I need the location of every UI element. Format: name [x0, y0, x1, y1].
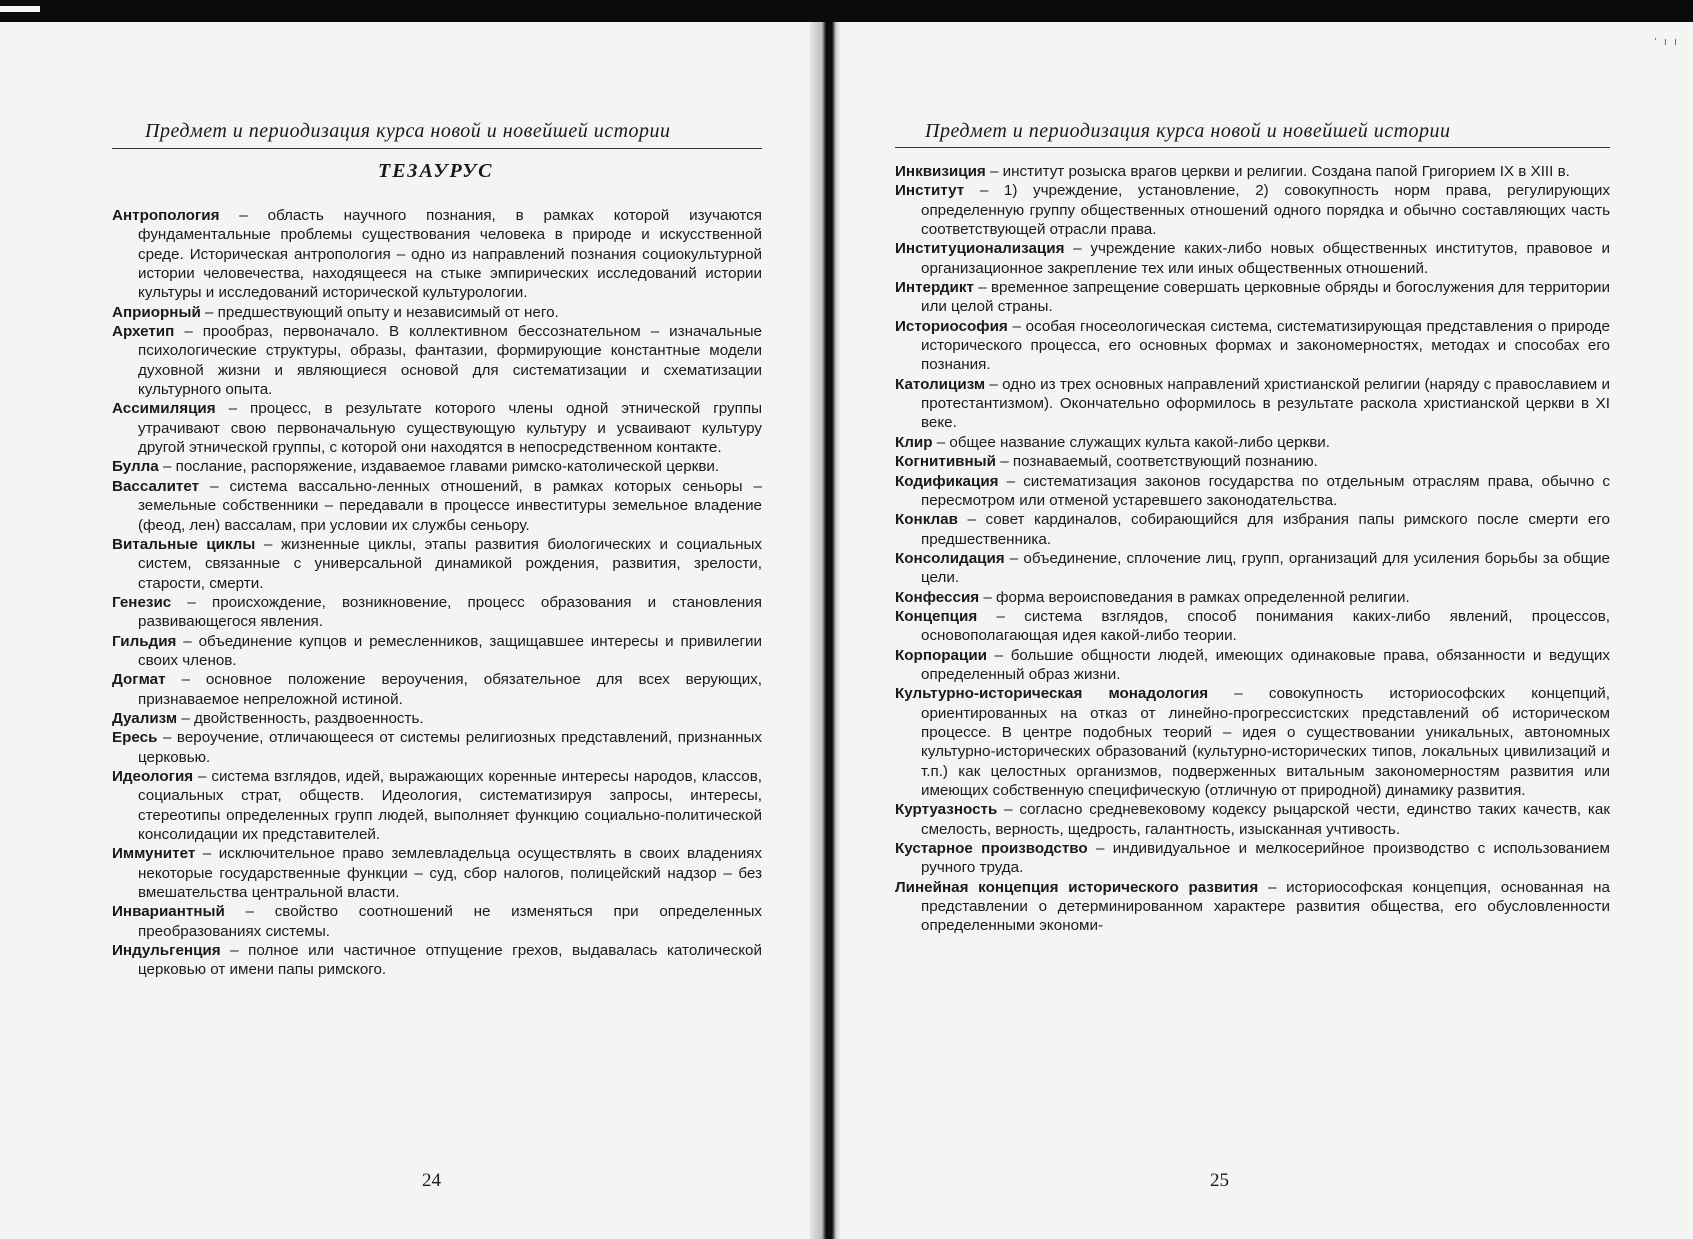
entry-definition: – индивидуальное и мелкосерийное производство с использованием ручного труда.: [921, 840, 1610, 877]
glossary-entry: [112, 206, 762, 303]
entry-term: Гильдия: [112, 632, 177, 650]
entry-definition: – полное или частичное отпущение грехов, выдавалась католической церковью от имени папы римского.: [138, 942, 762, 979]
header-rule: [895, 147, 1610, 148]
entry-definition: – одно из трех основных направлений христианской религии (наряду с православием и протестантизмом). Окончательно оформилось в результате раскола христианской церкви в XI веке.: [921, 375, 1610, 432]
entry-definition: – познаваемый, соответствующий познанию.: [995, 453, 1318, 471]
glossary-entry: [112, 535, 762, 593]
entry-term: Иммунитет: [112, 845, 196, 863]
entry-definition: – систематизация законов государства по отдельным отраслям права, обычно с пересмотром или отменой устаревшего законодательства.: [921, 472, 1610, 509]
entry-term: Инвариантный: [112, 903, 225, 921]
entry-term: Вассалитет: [112, 477, 200, 495]
entry-definition: – форма вероисповедания в рамках определенной религии.: [979, 588, 1410, 606]
entry-definition: – институт розыска врагов церкви и религии. Создана папой Григорием IX в XIII в.: [985, 163, 1570, 180]
section-title: ТЕЗАУРУС: [378, 160, 494, 182]
entry-term: Догмат: [112, 671, 166, 689]
glossary-entry: [112, 709, 762, 728]
entry-term: Кустарное производство: [895, 840, 1088, 858]
right-page: [840, 0, 1693, 1239]
entry-definition: – большие общности людей, имеющих одинаковые права, обязанности и ведущих определенный образ жизни.: [921, 646, 1610, 683]
book-gutter: [810, 22, 840, 1239]
entry-definition: – вероучение, отличающееся от системы религиозных представлений, признанных церковью.: [138, 729, 762, 766]
entry-term: Архетип: [112, 323, 175, 341]
scan-corner-mark: ‘ ı ı: [1654, 36, 1679, 48]
entry-term: Когнитивный: [895, 453, 996, 471]
glossary-entry: [895, 839, 1610, 878]
entry-definition: – совет кардиналов, собирающийся для избрания папы римского после смерти его предшественника.: [921, 511, 1610, 548]
entry-term: Линейная концепция исторического развития: [895, 878, 1259, 896]
glossary-entry: [895, 375, 1610, 433]
glossary-entry: [112, 941, 762, 980]
entry-term: Институт: [895, 182, 965, 200]
glossary-entry: [112, 477, 762, 535]
page-number: 25: [1210, 1170, 1229, 1191]
entry-definition: – прообраз, первоначало. В коллективном бессознательном – изначальные психологические структуры, образы, фантазии, формирующие константные модели духовной жизни и являющиеся основой для систематизации и схематизации культурного опыта.: [138, 323, 762, 399]
glossary-entry: [895, 510, 1610, 549]
entry-definition: – основное положение вероучения, обязательное для всех верующих, признаваемое непреложной истиной.: [138, 671, 762, 708]
entry-definition: – объединение, сплочение лиц, групп, организаций для усиления борьбы за общие цели.: [921, 549, 1610, 587]
header-rule: [112, 148, 762, 149]
entry-term: Куртуазность: [895, 801, 998, 819]
glossary-entry: [895, 588, 1610, 607]
entry-definition: – общее название служащих культа какой-либо церкви.: [932, 433, 1331, 451]
entry-definition: – учреждение каких-либо новых общественных институтов, правовое и организационное закрепление тех или иных общественных отношений.: [921, 240, 1610, 277]
glossary-entry: [895, 239, 1610, 278]
glossary-entries: [112, 206, 762, 980]
entry-term: Булла: [112, 458, 159, 476]
entry-definition: – процесс, в результате которого члены одной этнической группы утрачивают свою первоначальную существующую культуру и усваивают культуру другой этнической группы, с которой они находятся в непосредственном контакте.: [138, 400, 762, 457]
glossary-entry: [895, 433, 1610, 452]
entry-term: Историософия: [895, 317, 1008, 335]
glossary-entry: [112, 844, 762, 902]
glossary-entry: [112, 670, 762, 709]
entry-term: Корпорации: [895, 646, 988, 664]
entry-term: Инквизиция: [895, 163, 986, 180]
glossary-entry: [112, 457, 762, 476]
glossary-entry: [112, 593, 762, 632]
glossary-entry: [112, 902, 762, 941]
entry-definition: – система вассально-ленных отношений, в рамках которых сеньоры – земельные собственники – передавали в процессе инвеституры земельное владение (феод, лен) вассалам, при условии их службы сеньору.: [138, 477, 762, 534]
left-page: [0, 0, 810, 1239]
glossary-entry: [112, 322, 762, 399]
entry-term: Конклав: [895, 511, 958, 529]
glossary-entry: [112, 632, 762, 671]
entry-definition: – область научного познания, в рамках которой изучаются фундаментальные проблемы существования человека в природе и искусственной среде. Историческая антропология – одно из направлений познания социокультурной истории человечества, находящееся на стыке эмпирических исследований истории культуры и исследований исторической культурологии.: [138, 207, 762, 302]
glossary-entry: [112, 767, 762, 844]
entry-term: Ассимиляция: [112, 400, 216, 418]
glossary-entry: [895, 472, 1610, 511]
entry-term: Культурно-историческая монадология: [895, 685, 1209, 703]
entry-definition: – система взглядов, идей, выражающих коренные интересы народов, классов, социальных страт, обществ. Идеология, систематизируя запросы, интересы, стереотипы определенных групп людей, выполняет функцию социально-политической консолидации их представителей.: [138, 767, 762, 843]
glossary-entry: [112, 399, 762, 457]
entry-term: Генезис: [112, 593, 172, 611]
entry-definition: – историософская концепция, основанная на представлении о детерминированном характере развития общества, его обусловленности определенными экономи-: [921, 878, 1611, 935]
glossary-entry: [112, 303, 762, 322]
entry-definition: – свойство соотношений не изменяться при определенных преобразованиях системы.: [138, 903, 762, 940]
entry-term: Конфессия: [895, 588, 980, 606]
entry-term: Ересь: [112, 729, 158, 747]
entry-term: Клир: [895, 433, 933, 451]
glossary-entry: [895, 549, 1610, 588]
entry-term: Антропология: [112, 207, 220, 224]
entry-term: Индульгенция: [112, 942, 221, 960]
entry-definition: – послание, распоряжение, издаваемое главами римско-католической церкви.: [158, 458, 720, 476]
running-head: Предмет и периодизация курса новой и новейшей истории: [145, 120, 671, 142]
entry-definition: – система взглядов, способ понимания каких-либо явлений, процессов, основополагающая идея какой-либо теории.: [921, 607, 1610, 645]
glossary-entries: [895, 162, 1610, 936]
glossary-entry: [895, 800, 1610, 839]
glossary-entry: [112, 728, 762, 767]
entry-definition: – совокупность историософских концепций, ориентированных на отказ от линейно-прогрессистских представлений об историческом процессе. В центре подобных теорий – идея о существовании уникальных, автономных культурно-исторических образований (культурно-исторических типов, локальных цивилизаций и т.п.) как целостных организмов, подверженных витальным закономерностям развития или имеющих собственную специфическую (отличную от природной) динамику развития.: [921, 685, 1610, 799]
entry-term: Концепция: [895, 607, 978, 625]
entry-term: Витальные циклы: [112, 535, 256, 553]
entry-term: Идеология: [112, 767, 194, 785]
glossary-entry: [895, 684, 1610, 800]
glossary-entry: [895, 278, 1610, 317]
entry-term: Априорный: [112, 303, 201, 321]
entry-term: Интердикт: [895, 279, 974, 297]
entry-definition: – особая гносеологическая система, систематизирующая представления о природе исторического процесса, его основных формах и закономерностях, методах и способах его познания.: [921, 317, 1610, 374]
glossary-entry: [895, 181, 1610, 239]
entry-definition: – жизненные циклы, этапы развития биологических и социальных систем, связанные с универсальной динамикой рождения, развития, зрелости, старости, смерти.: [138, 535, 763, 592]
entry-term: Консолидация: [895, 549, 1005, 567]
glossary-entry: [895, 646, 1610, 685]
glossary-entry: [895, 607, 1610, 646]
entry-definition: – согласно средневековому кодексу рыцарской чести, единство таких качеств, как смелость, верность, щедрость, галантность, изысканная учтивость.: [921, 801, 1610, 838]
entry-definition: – исключительное право землевладельца осуществлять в своих владениях некоторые государственные функции – суд, сбор налогов, полицейский надзор – без вмешательства центральной власти.: [138, 845, 762, 902]
glossary-entry: [895, 452, 1610, 471]
glossary-entry: [895, 162, 1610, 181]
entry-definition: – временное запрещение совершать церковные обряды и богослужения для территории или целой страны.: [921, 279, 1610, 316]
entry-term: Институционализация: [895, 240, 1065, 258]
entry-definition: – объединение купцов и ремесленников, защищавшее интересы и привилегии своих членов.: [138, 632, 762, 669]
glossary-entry: [895, 878, 1610, 936]
entry-definition: – двойственность, раздвоенность.: [177, 709, 424, 727]
entry-definition: – 1) учреждение, установление, 2) совокупность норм права, регулирующих определенную группу общественных отношений одного порядка и обычно составляющих часть соответствующей отрасли права.: [921, 182, 1610, 239]
entry-term: Кодификация: [895, 472, 999, 490]
entry-term: Дуализм: [112, 709, 178, 727]
running-head: Предмет и периодизация курса новой и новейшей истории: [925, 120, 1451, 142]
glossary-entry: [895, 317, 1610, 375]
entry-term: Католицизм: [895, 375, 986, 393]
entry-definition: – предшествующий опыту и независимый от него.: [200, 303, 559, 321]
entry-definition: – происхождение, возникновение, процесс образования и становления развивающегося явления.: [138, 593, 762, 631]
page-number: 24: [422, 1170, 441, 1191]
